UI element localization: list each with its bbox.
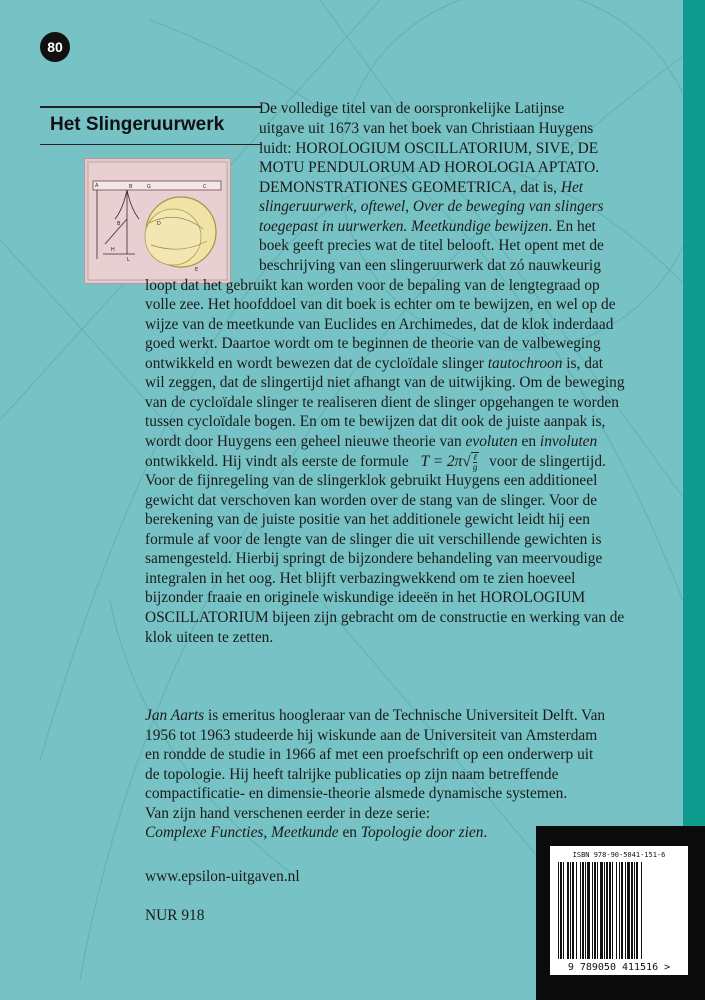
body-line: samengesteld. Hierbij springt de bijzondere behandeling van meervoudige [145, 550, 603, 567]
author-line: compactificatie- en dimensie-theorie alsmede dynamische systemen. [145, 785, 568, 802]
body-line: volle zee. Het hoofddoel van dit boek is echter om te bewijzen, en wel op de [145, 296, 616, 313]
svg-text:C: C [203, 184, 207, 190]
body-line: goed werkt. Daartoe wordt om te beginnen de theorie van de valbeweging [145, 335, 601, 352]
barcode-digits [550, 962, 688, 973]
isbn-text: ISBN 978-90-5041-151-6 [572, 851, 666, 859]
svg-text:E: E [195, 267, 199, 273]
body-text-span: wordt door Huygens een geheel nieuwe theorie van [145, 433, 462, 450]
italic-term: evoluten [465, 433, 518, 450]
body-text-span: ontwikkeld en wordt bewezen dat de cycloïdale slinger [145, 355, 484, 372]
author-line [145, 823, 487, 843]
body-line: integralen in het oog. Het blijft verbazingwekkend om te zien hoeveel [145, 570, 576, 587]
author-line: en rondde de studie in 1966 af met een proefschrift op een onderwerp uit [145, 746, 594, 763]
separator: , [263, 824, 272, 841]
body-line: bijzonder fraaie en originele wiskundige ideeën in het HOROLOGIUM [145, 589, 586, 606]
body-text-span: . En het [548, 218, 596, 235]
body-line: wil zeggen, dat de slingertijd niet afhangt van de uitwijking. Om de beweging [145, 374, 625, 391]
body-line: OSCILLATORIUM bijeen zijn gebracht om de constructie en werking van de [145, 609, 625, 626]
book-title: Complexe Functies [145, 824, 264, 841]
svg-text:D: D [157, 221, 161, 227]
italic-title: toegepast in uurwerken. Meetkundige bewijzen [259, 218, 549, 235]
author-line: 1956 tot 1963 studeerde hij wiskunde aan de Universiteit van Amsterdam [145, 727, 598, 744]
body-line [259, 197, 604, 217]
author-line: Van zijn hand verschenen eerder in deze serie: [145, 805, 431, 822]
svg-text:G: G [147, 184, 151, 190]
body-line: gewicht dat verschoven kan worden over de stang van de slinger. Voor de [145, 492, 598, 509]
body-line [259, 217, 596, 237]
body-line: beschrijving van een slingeruurwerk dat zó nauwkeurig [259, 257, 601, 274]
website-link[interactable]: www.epsilon-uitgaven.nl [145, 868, 300, 885]
barcode-arrow: > [664, 962, 671, 973]
body-line: loopt dat het gebruikt kan worden voor de bepaling van de lengtegraad op [145, 277, 600, 294]
italic-title: Het [560, 179, 584, 196]
body-text-span: DEMONSTRATIONES GEOMETRICA, dat is, [259, 179, 557, 196]
separator: en [338, 824, 361, 841]
body-line: Voor de fijnregeling van de slingerklok gebruikt Huygens een additioneel [145, 472, 598, 489]
body-line [145, 432, 597, 452]
body-line: berekening van de juiste positie van het additionele gewicht leidt hij een [145, 511, 590, 528]
book-title: Meetkunde [271, 824, 339, 841]
italic-term: tautochroon [487, 355, 563, 372]
nur-code: NUR 918 [145, 907, 205, 924]
svg-text:H: H [111, 247, 115, 253]
formula: T = 2π√ ℓ g [420, 452, 478, 473]
page-number-badge: 80 [40, 32, 70, 62]
barcode-bars [556, 862, 682, 959]
author-line [145, 706, 605, 726]
body-text-span: is, dat [562, 355, 604, 372]
barcode-number: 9 789050 411516 [567, 962, 659, 973]
body-line: luidt: HOROLOGIUM OSCILLATORIUM, SIVE, DE [259, 140, 599, 157]
italic-title: slingeruurwerk, oftewel, Over de beweging van slingers [259, 198, 604, 215]
svg-text:B: B [129, 184, 133, 190]
body-line: wijze van de meetkunde van Euclides en Archimedes, dat de klok inderdaad [145, 316, 614, 333]
svg-text:L: L [127, 257, 130, 263]
formula-lhs: T = 2π [420, 453, 463, 470]
body-line: De volledige titel van de oorspronkelijke Latijnse [259, 100, 565, 117]
body-line: MOTU PENDULORUM AD HOROLOGIA APTATO. [259, 159, 600, 176]
formula-fraction [471, 452, 480, 472]
book-title: Topologie door zien [360, 824, 484, 841]
body-line: van de cycloïdale slinger te realiseren dient de slinger opgehangen te worden [145, 394, 619, 411]
svg-text:A: A [95, 183, 99, 189]
body-text-span: ontwikkeld. Hij vindt als eerste de formule [145, 453, 409, 470]
author-name: Jan Aarts [145, 707, 205, 724]
body-text-span: voor de slingertijd. [489, 453, 606, 470]
svg-text:B: B [117, 221, 121, 227]
body-line: tussen cycloïdale bogen. En om te bewijzen dat dit ook de juiste aanpak is, [145, 413, 606, 430]
body-text-span: is emeritus hoogleraar van de Technische Universiteit Delft. Van [204, 707, 606, 724]
pendulum-figure [84, 158, 231, 284]
italic-term: involuten [539, 433, 598, 450]
section-title: Het Slingeruurwerk [40, 106, 262, 145]
body-line: formule af voor de lengte van de slinger die uit verschillende gewichten is [145, 531, 602, 548]
body-line: boek geeft precies wat de titel belooft. Het opent met de [259, 237, 604, 254]
body-line: klok uiteen te zetten. [145, 629, 274, 646]
body-text-span: en [517, 433, 540, 450]
body-line: uitgave uit 1673 van het boek van Christiaan Huygens [259, 120, 594, 137]
barcode-label [550, 846, 688, 975]
barcode-panel [536, 826, 705, 1000]
body-line [145, 452, 606, 472]
separator: . [483, 824, 488, 841]
body-line [145, 354, 603, 374]
body-line [259, 178, 583, 198]
formula-numerator: ℓ [473, 452, 477, 463]
formula-denominator: g [472, 462, 478, 473]
author-line: de topologie. Hij heeft talrijke publicaties op zijn naam betreffende [145, 766, 559, 783]
